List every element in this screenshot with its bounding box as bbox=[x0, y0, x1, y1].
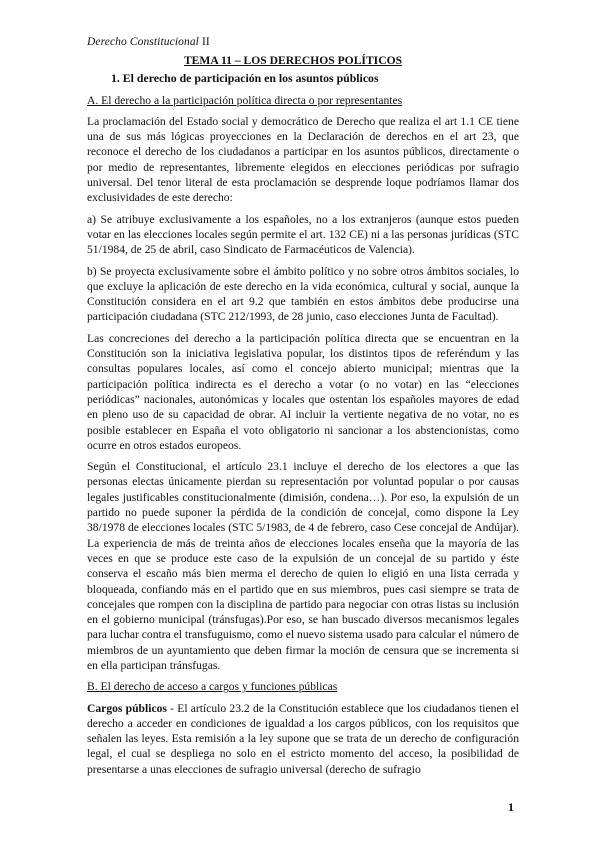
paragraph: Las concreciones del derecho a la participación política directa que se encuentran en la Constitución son la iniciativa legislativa popular, los distintos tipos de referéndum y las consultas populares locales, así como el concejo abierto municipal; mientras que la participación política indirecta es el derecho a votar (o no votar) en las “elecciones periódicas” nacionales, autonómicas y locales que ostentan los españoles mayores de edad en pleno uso de su capacidad de obrar. Al incluir la vertiente negativa de no votar, no es posible establecer en España el voto obligatorio ni sancionar a los abstencionistas, como ocurre en otros estados europeos. bbox=[87, 331, 519, 452]
cargos-lead: Cargos públicos bbox=[87, 701, 167, 715]
topic-title: TEMA 11 – LOS DERECHOS POLÍTICOS bbox=[183, 54, 403, 67]
cargos-text: - El artículo 23.2 de la Constitución establece que los ciudadanos tienen el derecho a acceder en condiciones de igualdad a los cargos públicos, con los requisitos que señalen las leyes. Esta remisión a la ley supone que se trata de un derecho de configuración legal, el cual se despliega no solo en el estricto momento del acceso, la posibilidad de presentarse a unas elecciones de sufragio universal (derecho de sufragio bbox=[87, 701, 519, 776]
paragraph: b) Se proyecta exclusivamente sobre el ámbito político y no sobre otros ámbitos sociales, lo que excluye la aplicación de este derecho en la vida económica, cultural y social, aunque la Constitución considera en el art 9.2 que también en estos ámbitos debe producirse una participación ciudadana (STC 212/1993, de 28 junio, caso elecciones Junta de Facultad). bbox=[87, 264, 519, 324]
paragraph: a) Se atribuye exclusivamente a los españoles, no a los extranjeros (aunque estos pueden votar en las elecciones locales según permite el art. 132 CE) ni a las personas jurídicas (STC 51/1984, de 25 de abril, caso Sindicato de Farmacéuticos de Valencia). bbox=[87, 212, 519, 257]
running-header-title: Derecho Constitucional bbox=[87, 36, 199, 48]
document-body bbox=[87, 53, 519, 783]
page-number: 1 bbox=[508, 800, 514, 814]
subsection-b-heading: B. El derecho de acceso a cargos y funciones públicas bbox=[87, 680, 338, 694]
paragraph: Según el Constitucional, el artículo 23.1 incluye el derecho de los electores a que las personas electas únicamente pierdan su representación por voluntad popular o por causas legales justificables constitucionalmente (dimisión, condena…). Por eso, la expulsión de un partido no puede suponer la pérdida de la condición de concejal, como dispone la Ley 38/1978 de elecciones locales (STC 5/1983, de 4 de febrero, caso Cese concejal de Andújar). La experiencia de más de treinta años de elecciones locales enseña que la mayoría de las veces en que se produce este caso de la expulsión de un concejal de su partido y éste conserva el escaño más bien merma el derecho de quien lo eligió en una lista cerrada y bloqueada, confiando más en el partido que en sus miembros, pues casi siempre se trata de concejales que rompen con la disciplina de partido para negociar con otras listas su inclusión en el gobierno municipal (tránsfugas).Por eso, se han buscado diversos mecanismos legales para luchar contra el transfuguismo, como el nuevo sistema usado para calcular el número de miembros de un ayuntamiento que deben firmar la moción de censura que se incrementa si en ella participan tránsfugas. bbox=[87, 460, 519, 672]
paragraph: La proclamación del Estado social y democrático de Derecho que realiza el art 1.1 CE tiene una de sus más lógicas proyecciones en la Declaración de derechos en el art 23, que reconoce el derecho de los ciudadanos a participar en los asuntos públicos, directamente o por medio de representantes, libremente elegidos en elecciones periódicas por sufragio universal. Del tenor literal de esta proclamación se desprende loque podríamos llamar dos exclusividades de este derecho: bbox=[87, 114, 519, 205]
section-title: 1. El derecho de participación en los asuntos públicos bbox=[111, 71, 379, 86]
running-header bbox=[87, 36, 210, 48]
paragraph-cargos bbox=[87, 701, 519, 777]
running-header-roman: II bbox=[201, 36, 210, 48]
subsection-a-heading: A. El derecho a la participación política directa o por representantes bbox=[87, 93, 403, 107]
